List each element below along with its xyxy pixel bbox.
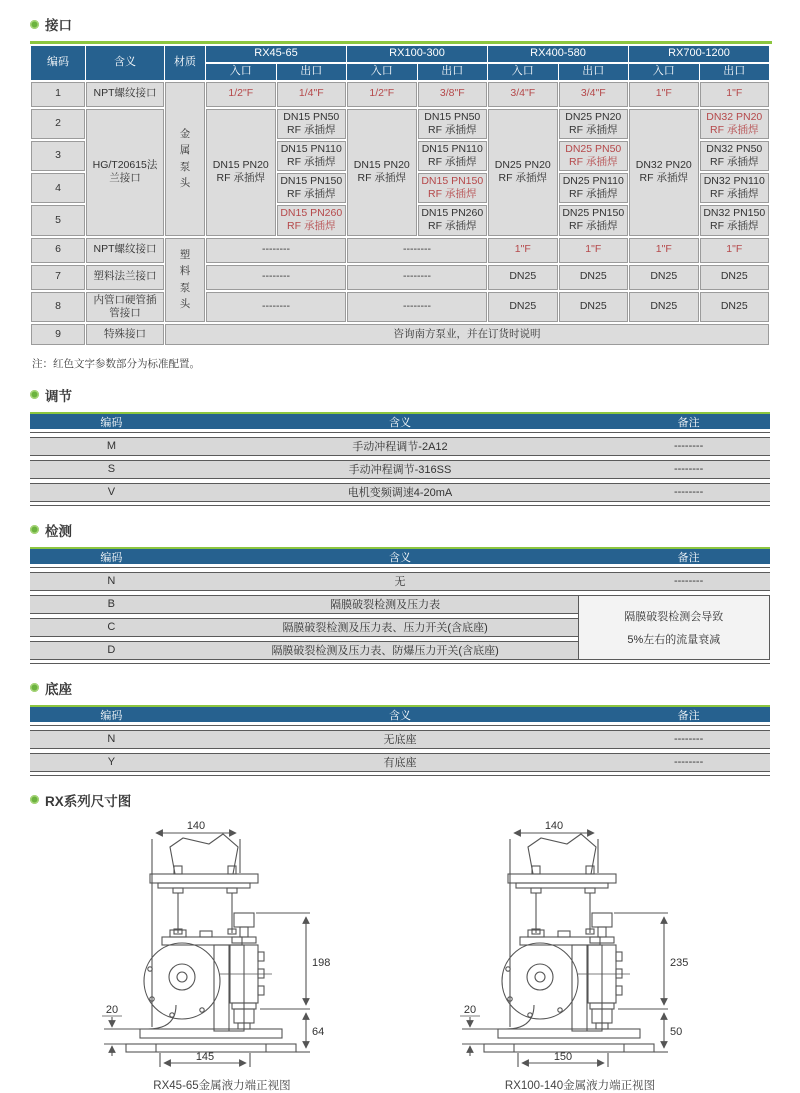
cell-value: DN15 PN50 RF 承插焊 — [277, 109, 347, 139]
cell-meaning: 无 — [394, 576, 406, 589]
section-title: RX系列尺寸图 — [45, 793, 132, 809]
cell-value: DN15 PN260 RF 承插焊 — [418, 205, 488, 235]
diagram-rx100-140 — [440, 817, 720, 1093]
col-header-note: 备注 — [677, 709, 700, 722]
divider — [30, 567, 770, 568]
divider — [30, 775, 770, 776]
cell-material: 金属泵头 — [165, 82, 205, 236]
cell-code: M — [106, 440, 116, 453]
cell-material: 塑料泵头 — [165, 238, 205, 322]
divider — [30, 725, 770, 726]
diagram-rx45-65 — [82, 817, 362, 1093]
table-row — [30, 595, 578, 614]
diagram-caption: RX45-65金属液力端正视图 — [153, 1079, 291, 1092]
group-header: RX100-300 — [347, 46, 487, 62]
cell-value: 1"F — [700, 82, 770, 107]
diagram-caption: RX100-140金属液力端正视图 — [504, 1079, 656, 1092]
cell-value: DN25 — [559, 292, 629, 322]
cell-meaning: HG/T20615法兰接口 — [86, 109, 164, 236]
cell-note: -------- — [673, 733, 704, 746]
table-row — [30, 460, 770, 479]
cell-value: 1"F — [559, 238, 629, 263]
cell-value: DN25 PN150 RF 承插焊 — [559, 205, 629, 235]
dim-label: 145 — [195, 1050, 215, 1063]
table-header — [30, 705, 770, 722]
cell-code: N — [107, 733, 116, 746]
cell-meaning: NPT螺纹接口 — [86, 238, 164, 263]
group-header: RX700-1200 — [629, 46, 769, 62]
cell-value: DN25 — [488, 292, 558, 322]
cell-meaning: 塑料法兰接口 — [86, 265, 164, 290]
detect-bcd-rows — [30, 595, 770, 660]
cell-meaning: 无底座 — [383, 734, 417, 747]
cell-value: 1"F — [488, 238, 558, 263]
interface-table — [30, 41, 772, 347]
cell-note: -------- — [673, 756, 704, 769]
subheader-outlet: 出口 — [559, 64, 629, 80]
cell-value: DN32 PN20 RF 承插焊 — [700, 109, 770, 139]
table-row — [30, 730, 770, 749]
table-row — [30, 437, 770, 456]
cell-value: 1/2"F — [347, 82, 417, 107]
cell-code: 2 — [31, 109, 85, 139]
subheader-outlet: 出口 — [277, 64, 347, 80]
cell-code: Y — [107, 756, 116, 769]
table-row — [31, 292, 769, 322]
cell-value: DN15 PN20 RF 承插焊 — [206, 109, 276, 236]
col-header-code: 编码 — [100, 551, 123, 564]
table-row — [31, 238, 769, 263]
cell-code: C — [107, 621, 116, 634]
group-header: RX45-65 — [206, 46, 346, 62]
detect-table — [30, 547, 770, 664]
section-bullet-icon — [30, 525, 39, 534]
col-header-code: 编码 — [100, 709, 123, 722]
cell-value: DN25 PN20 RF 承插焊 — [488, 109, 558, 236]
dim-label: 50 — [670, 1025, 683, 1038]
group-header: RX400-580 — [488, 46, 628, 62]
dim-label: 64 — [312, 1025, 325, 1038]
cell-code: N — [107, 575, 116, 588]
cell-dash: -------- — [206, 238, 346, 263]
col-header-meaning: 含义 — [389, 551, 411, 564]
col-header-meaning: 含义 — [389, 709, 411, 722]
col-header-meaning: 含义 — [389, 416, 411, 429]
header-row-groups — [31, 46, 769, 62]
cell-note: -------- — [673, 440, 704, 453]
table-row — [30, 753, 770, 772]
cell-code: S — [107, 463, 116, 476]
cell-note: -------- — [673, 463, 704, 476]
cell-code: 1 — [31, 82, 85, 107]
table-row — [31, 82, 769, 107]
cell-value: DN32 PN110 RF 承插焊 — [700, 173, 770, 203]
cell-meaning: 有底座 — [383, 757, 417, 770]
subheader-outlet: 出口 — [700, 64, 770, 80]
section-bullet-icon — [30, 683, 39, 692]
cell-meaning: 内管口硬管插管接口 — [86, 292, 164, 322]
cell-value: 3/4"F — [488, 82, 558, 107]
adjust-table — [30, 412, 770, 506]
cell-value: DN32 PN50 RF 承插焊 — [700, 141, 770, 171]
col-header-meaning: 含义 — [86, 46, 164, 80]
table-row — [31, 109, 769, 139]
cell-code: 8 — [31, 292, 85, 322]
cell-dash: -------- — [347, 238, 487, 263]
table-row — [30, 618, 578, 637]
table-header — [30, 547, 770, 564]
cell-code: 7 — [31, 265, 85, 290]
cell-value: DN25 — [700, 292, 770, 322]
cell-dash: -------- — [206, 265, 346, 290]
subheader-inlet: 入口 — [488, 64, 558, 80]
cell-value: 1"F — [700, 238, 770, 263]
table-row — [31, 324, 769, 345]
dim-label: 235 — [670, 956, 689, 969]
cell-value: DN25 — [629, 292, 699, 322]
cell-value: DN25 — [629, 265, 699, 290]
cell-value: DN15 PN20 RF 承插焊 — [347, 109, 417, 236]
cell-code: V — [107, 486, 116, 499]
cell-value: DN15 PN150 RF 承插焊 — [277, 173, 347, 203]
cell-value: DN25 PN20 RF 承插焊 — [559, 109, 629, 139]
table-row — [30, 483, 770, 502]
cell-meaning: 特殊接口 — [86, 324, 164, 345]
cell-value: DN15 PN110 RF 承插焊 — [277, 141, 347, 171]
cell-code: B — [107, 598, 115, 611]
section-bullet-icon — [30, 795, 39, 804]
table-row — [31, 265, 769, 290]
subheader-outlet: 出口 — [418, 64, 488, 80]
cell-code: 9 — [31, 324, 85, 345]
cell-note: -------- — [673, 486, 704, 499]
cell-value: 3/4"F — [559, 82, 629, 107]
cell-value: 1/2"F — [206, 82, 276, 107]
section-bullet-icon — [30, 20, 39, 29]
col-header-note: 备注 — [677, 551, 700, 564]
cell-meaning: 隔膜破裂检测及压力表、压力开关(含底座) — [282, 622, 488, 635]
cell-value: DN25 PN50 RF 承插焊 — [559, 141, 629, 171]
cell-value: 3/8"F — [418, 82, 488, 107]
cell-code: 6 — [31, 238, 85, 263]
section-title: 检测 — [45, 523, 72, 539]
cell-value: DN15 PN50 RF 承插焊 — [418, 109, 488, 139]
section-interface-heading — [30, 14, 772, 34]
section-title: 调节 — [45, 388, 72, 404]
section-title: 接口 — [45, 18, 72, 33]
cell-value: DN25 — [559, 265, 629, 290]
cell-dash: -------- — [206, 292, 346, 322]
table-header — [30, 412, 770, 429]
cell-meaning: 手动冲程调节-316SS — [348, 464, 452, 477]
divider — [30, 432, 770, 433]
divider — [30, 505, 770, 506]
dim-label: 198 — [312, 956, 331, 969]
red-text-note: 注：红色文字参数部分为标准配置。 — [32, 357, 200, 370]
merged-note-line: 5%左右的流量衰减 — [627, 633, 721, 646]
col-header-code: 编码 — [100, 416, 123, 429]
cell-value: DN15 PN260 RF 承插焊 — [277, 205, 347, 235]
base-table — [30, 705, 770, 776]
pump-front-view-drawing — [440, 817, 720, 1069]
pump-front-view-drawing — [82, 817, 362, 1069]
cell-meaning: 隔膜破裂检测及压力表、防爆压力开关(含底座) — [271, 645, 499, 658]
cell-code: D — [107, 644, 116, 657]
subheader-inlet: 入口 — [206, 64, 276, 80]
cell-value: 1"F — [629, 238, 699, 263]
cell-dash: -------- — [347, 292, 487, 322]
cell-value: DN25 — [700, 265, 770, 290]
cell-code: 3 — [31, 141, 85, 171]
section-title: 底座 — [45, 681, 72, 697]
cell-meaning: NPT螺纹接口 — [86, 82, 164, 107]
dim-label: 20 — [463, 1003, 477, 1016]
cell-value: DN15 PN150 RF 承插焊 — [418, 173, 488, 203]
cell-dash: -------- — [347, 265, 487, 290]
merged-note-line: 隔膜破裂检测会导致 — [624, 610, 724, 623]
dimension-diagrams — [30, 817, 772, 1093]
dim-label: 140 — [186, 819, 206, 832]
cell-consult-note: 咨询南方泵业，并在订货时说明 — [165, 324, 769, 345]
section-bullet-icon — [30, 390, 39, 399]
section-base-heading — [30, 678, 772, 698]
section-adjust-heading — [30, 385, 772, 405]
merged-note-cell — [578, 595, 770, 660]
cell-note: -------- — [673, 575, 704, 588]
cell-meaning: 手动冲程调节-2A12 — [352, 441, 448, 454]
subheader-inlet: 入口 — [629, 64, 699, 80]
cell-value: DN15 PN110 RF 承插焊 — [418, 141, 488, 171]
table-row — [30, 641, 578, 660]
col-header-material: 材质 — [165, 46, 205, 80]
dim-label: 20 — [105, 1003, 119, 1016]
cell-value: 1"F — [629, 82, 699, 107]
dim-label: 150 — [553, 1050, 573, 1063]
divider — [30, 663, 770, 664]
cell-value: DN25 PN110 RF 承插焊 — [559, 173, 629, 203]
section-detect-heading — [30, 520, 772, 540]
cell-value: DN32 PN150 RF 承插焊 — [700, 205, 770, 235]
cell-meaning: 电机变频调速4-20mA — [347, 487, 453, 500]
cell-value: DN25 — [488, 265, 558, 290]
dim-label: 140 — [544, 819, 564, 832]
subheader-inlet: 入口 — [347, 64, 417, 80]
cell-value: 1/4"F — [277, 82, 347, 107]
cell-meaning: 隔膜破裂检测及压力表 — [330, 599, 441, 612]
col-header-note: 备注 — [677, 416, 700, 429]
cell-value: DN32 PN20 RF 承插焊 — [629, 109, 699, 236]
col-header-code: 编码 — [31, 46, 85, 80]
section-dimensions-heading — [30, 790, 772, 810]
cell-code: 4 — [31, 173, 85, 203]
cell-code: 5 — [31, 205, 85, 235]
table-row — [30, 572, 770, 591]
